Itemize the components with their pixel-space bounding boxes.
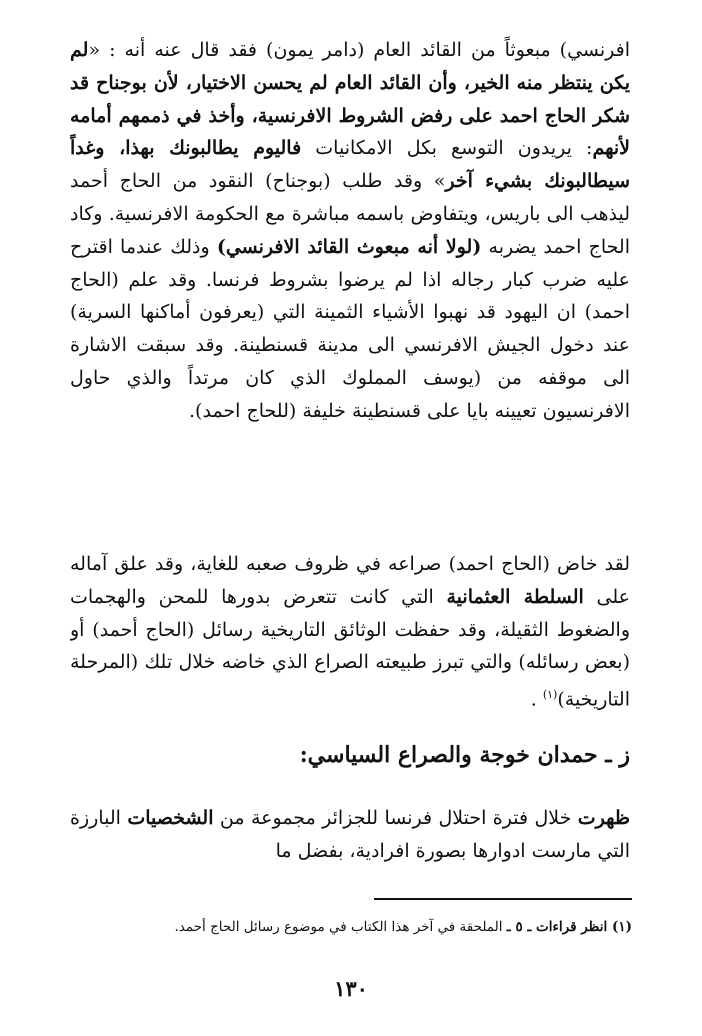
paragraph-1 [70,34,630,526]
paragraph-2-text-3: . [530,688,543,711]
paragraph-3-text-1: خلال فترة احتلال فرنسا للجزائر مجموعة من [213,807,578,829]
paragraph-3-bold-2: الشخصيات [127,807,214,829]
page-body [70,34,630,868]
paragraph-1-text-1: افرنسي) مبعوثاً من القائد العام (دامر يمون) فقد قال عنه أنه : « [88,39,630,61]
section-heading: ز ـ حمدان خوجة والصراع السياسي: [299,742,630,768]
paragraph-1-bold-1: لم يكن ينتظر منه الخير، وأن القائد العام لم يحسن الاختيار، لأن بوجناح قد شكر الحاج احمد على رفض الشروط الافرنسية، وأخذ في ذممهم أمامه لأنهم [70,39,630,160]
paragraph-2-text-1: لقد خاض (الحاج احمد) صراعه في ظروف صعبه للغاية، وقد علق آماله على [70,553,630,608]
paragraph-2 [70,548,630,712]
paragraph-1-text-3: » وقد طلب (بوجناح) النقود من الحاج أحمد ليذهب الى باريس، ويتفاوض باسمه مباشرة مع الحكومة الافرنسية. وكاد الحاج احمد يضربه [70,170,630,258]
paragraph-3-text-2: البارزة التي مارست ادوارها بصورة افرادية، بفضل ما [70,807,630,862]
footnote-label: (١) انظر قراءات ـ ٥ ـ [506,919,632,935]
paragraph-1-text-4: وذلك عندما اقترح عليه ضرب كبار رجاله اذا لم يرضوا بشروط فرنسا. وقد علم (الحاج احمد) ان اليهود قد نهبوا الأشياء الثمينة التي (يعرفون أماكنها السرية) عند دخول الجيش الافرنسي الى مدينة قسنطينة. وقد سبقت الاشارة الى موقفه من (يوسف المملوك الذي كان مرتداً والذي حاول الافرنسيون تعيينه بايا على قسنطينة خليفة (للحاج احمد). [70,235,630,422]
footnote-divider [374,898,632,900]
paragraph-3-bold-1: ظهرت [577,807,630,829]
paragraph-2-text-2: التي كانت تتعرض بدورها للمحن والهجمات والضغوط الثقيلة، وقد حفظت الوثائق التاريخية رسائل (الحاج أحمد) أو (بعض رسائله) والتي تبرز طبيعته الصراع الذي خاضه خلال تلك (المرحلة التاريخية) [70,585,630,711]
paragraph-1-bold-3: (لولا أنه مبعوث القائد الافرنسي) [216,235,482,258]
paragraph-3 [70,802,630,868]
footnote-text: الملحقة في آخر هذا الكتاب في موضوع رسائل الحاج أحمد. [174,919,507,935]
paragraph-1-text-2: : يريدون التوسع بكل الامكانيات [301,137,593,160]
paragraph-1-bold-2: فاليوم يطالبونك بهذا، وغداً سيطالبونك بشيء آخر [70,137,630,193]
page-number: ١٣٠ [334,976,368,1001]
footnote [72,916,632,938]
paragraph-2-bold-1: السلطة العثمانية [446,585,584,608]
footnote-reference: (١) [542,688,558,702]
